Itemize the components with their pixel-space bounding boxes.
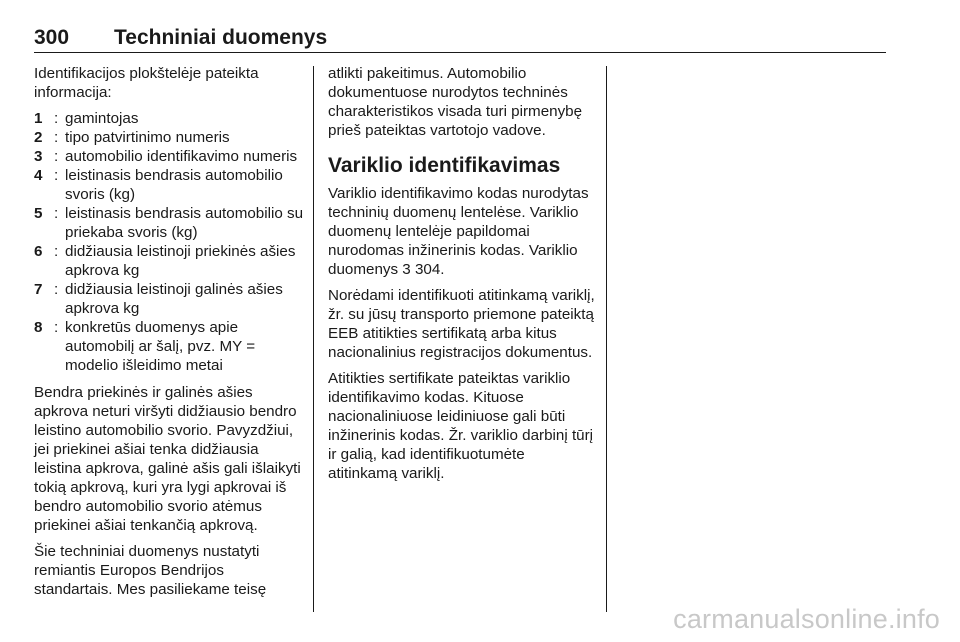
certificate-paragraph: Atitikties sertifikate pateiktas variklio identifikavimo kodas. Kituose nacionaliniuose leidiniuose gali būti inžinerinis kodas. Žr. variklio darbinį tūrį ir galią, kad identifikuotumėte atitinkamą variklį. (328, 370, 594, 482)
plate-info-list (34, 109, 304, 375)
list-item (34, 109, 304, 128)
page-header (34, 26, 886, 50)
item-number: 8 (34, 319, 43, 336)
item-text: tipo patvirtinimo numeris (65, 129, 230, 146)
item-separator: : (54, 243, 59, 260)
item-separator: : (54, 319, 59, 336)
item-text: gamintojas (65, 110, 139, 127)
item-text: didžiausia leistinoji priekinės ašies apkrova kg (65, 243, 296, 279)
item-separator: : (54, 167, 59, 184)
intro-text: Identifikacijos plokštelėje pateikta informacija: (34, 65, 259, 101)
column-left (34, 64, 304, 606)
item-number: 3 (34, 148, 43, 165)
item-number: 6 (34, 243, 43, 260)
item-separator: : (54, 129, 59, 146)
page-reference-link[interactable]: 3 304. (402, 261, 445, 278)
item-number: 7 (34, 281, 43, 298)
item-text: leistinasis bendrasis automobilio svoris (kg) (65, 167, 283, 203)
engine-code-paragraph (328, 184, 596, 279)
header-divider (34, 52, 886, 53)
page-number: 300 (34, 26, 70, 49)
continuation-paragraph: atlikti pakeitimus. Automobilio dokumentuose nurodytos techninės charakteristikos visada turi pirmenybę prieš pateiktas vartotojo vadove. (328, 65, 583, 139)
list-item (34, 242, 304, 280)
item-separator: : (54, 148, 59, 165)
list-item (34, 204, 304, 242)
list-item (34, 318, 304, 375)
section-heading: Variklio identifikavimas (328, 154, 561, 177)
column-middle (328, 64, 596, 490)
list-item (34, 166, 304, 204)
item-text: konkretūs duomenys apie automobilį ar šalį, pvz. MY = modelio išleidimo metai (65, 319, 256, 374)
item-separator: : (54, 281, 59, 298)
item-number: 1 (34, 110, 43, 127)
list-item (34, 280, 304, 318)
identify-engine-paragraph: Norėdami identifikuoti atitinkamą variklį, žr. su jūsų transporto priemone pateiktą EEB atitikties sertifikatą arba kitus nacionalinius registracijos dokumentus. (328, 287, 595, 361)
item-number: 5 (34, 205, 43, 222)
item-separator: : (54, 110, 59, 127)
item-text: automobilio identifikavimo numeris (65, 148, 298, 165)
axle-load-paragraph: Bendra priekinės ir galinės ašies apkrova neturi viršyti didžiausio bendro leistino automobilio svorio. Pavyzdžiui, jei priekinei ašiai tenka didžiausia leistina apkrova, galinė ašis gali išlaikyti tokią apkrovą, kuri yra lygi apkrovai iš bendro automobilio svorio atėmus priekinei ašiai tenkančią apkrovą. (34, 384, 301, 534)
list-item (34, 147, 304, 166)
engine-code-text: Variklio identifikavimo kodas nurodytas techninių duomenų lentelėse. Variklio duomenų lentelėje papildomai nurodomas inžinerinis kodas. Variklio duomenys (328, 185, 589, 278)
item-text: didžiausia leistinoji galinės ašies apkrova kg (65, 281, 283, 317)
page-title: Techniniai duomenys (114, 26, 328, 49)
item-number: 4 (34, 167, 43, 184)
column-divider-right (606, 66, 607, 612)
item-separator: : (54, 205, 59, 222)
list-item (34, 128, 304, 147)
standards-paragraph: Šie techniniai duomenys nustatyti remiantis Europos Bendrijos standartais. Mes pasiliekame teisę (34, 543, 267, 598)
item-number: 2 (34, 129, 43, 146)
item-text: leistinasis bendrasis automobilio su priekaba svoris (kg) (65, 205, 304, 241)
column-divider-left (313, 66, 314, 612)
watermark: carmanualsonline.info (673, 604, 940, 634)
